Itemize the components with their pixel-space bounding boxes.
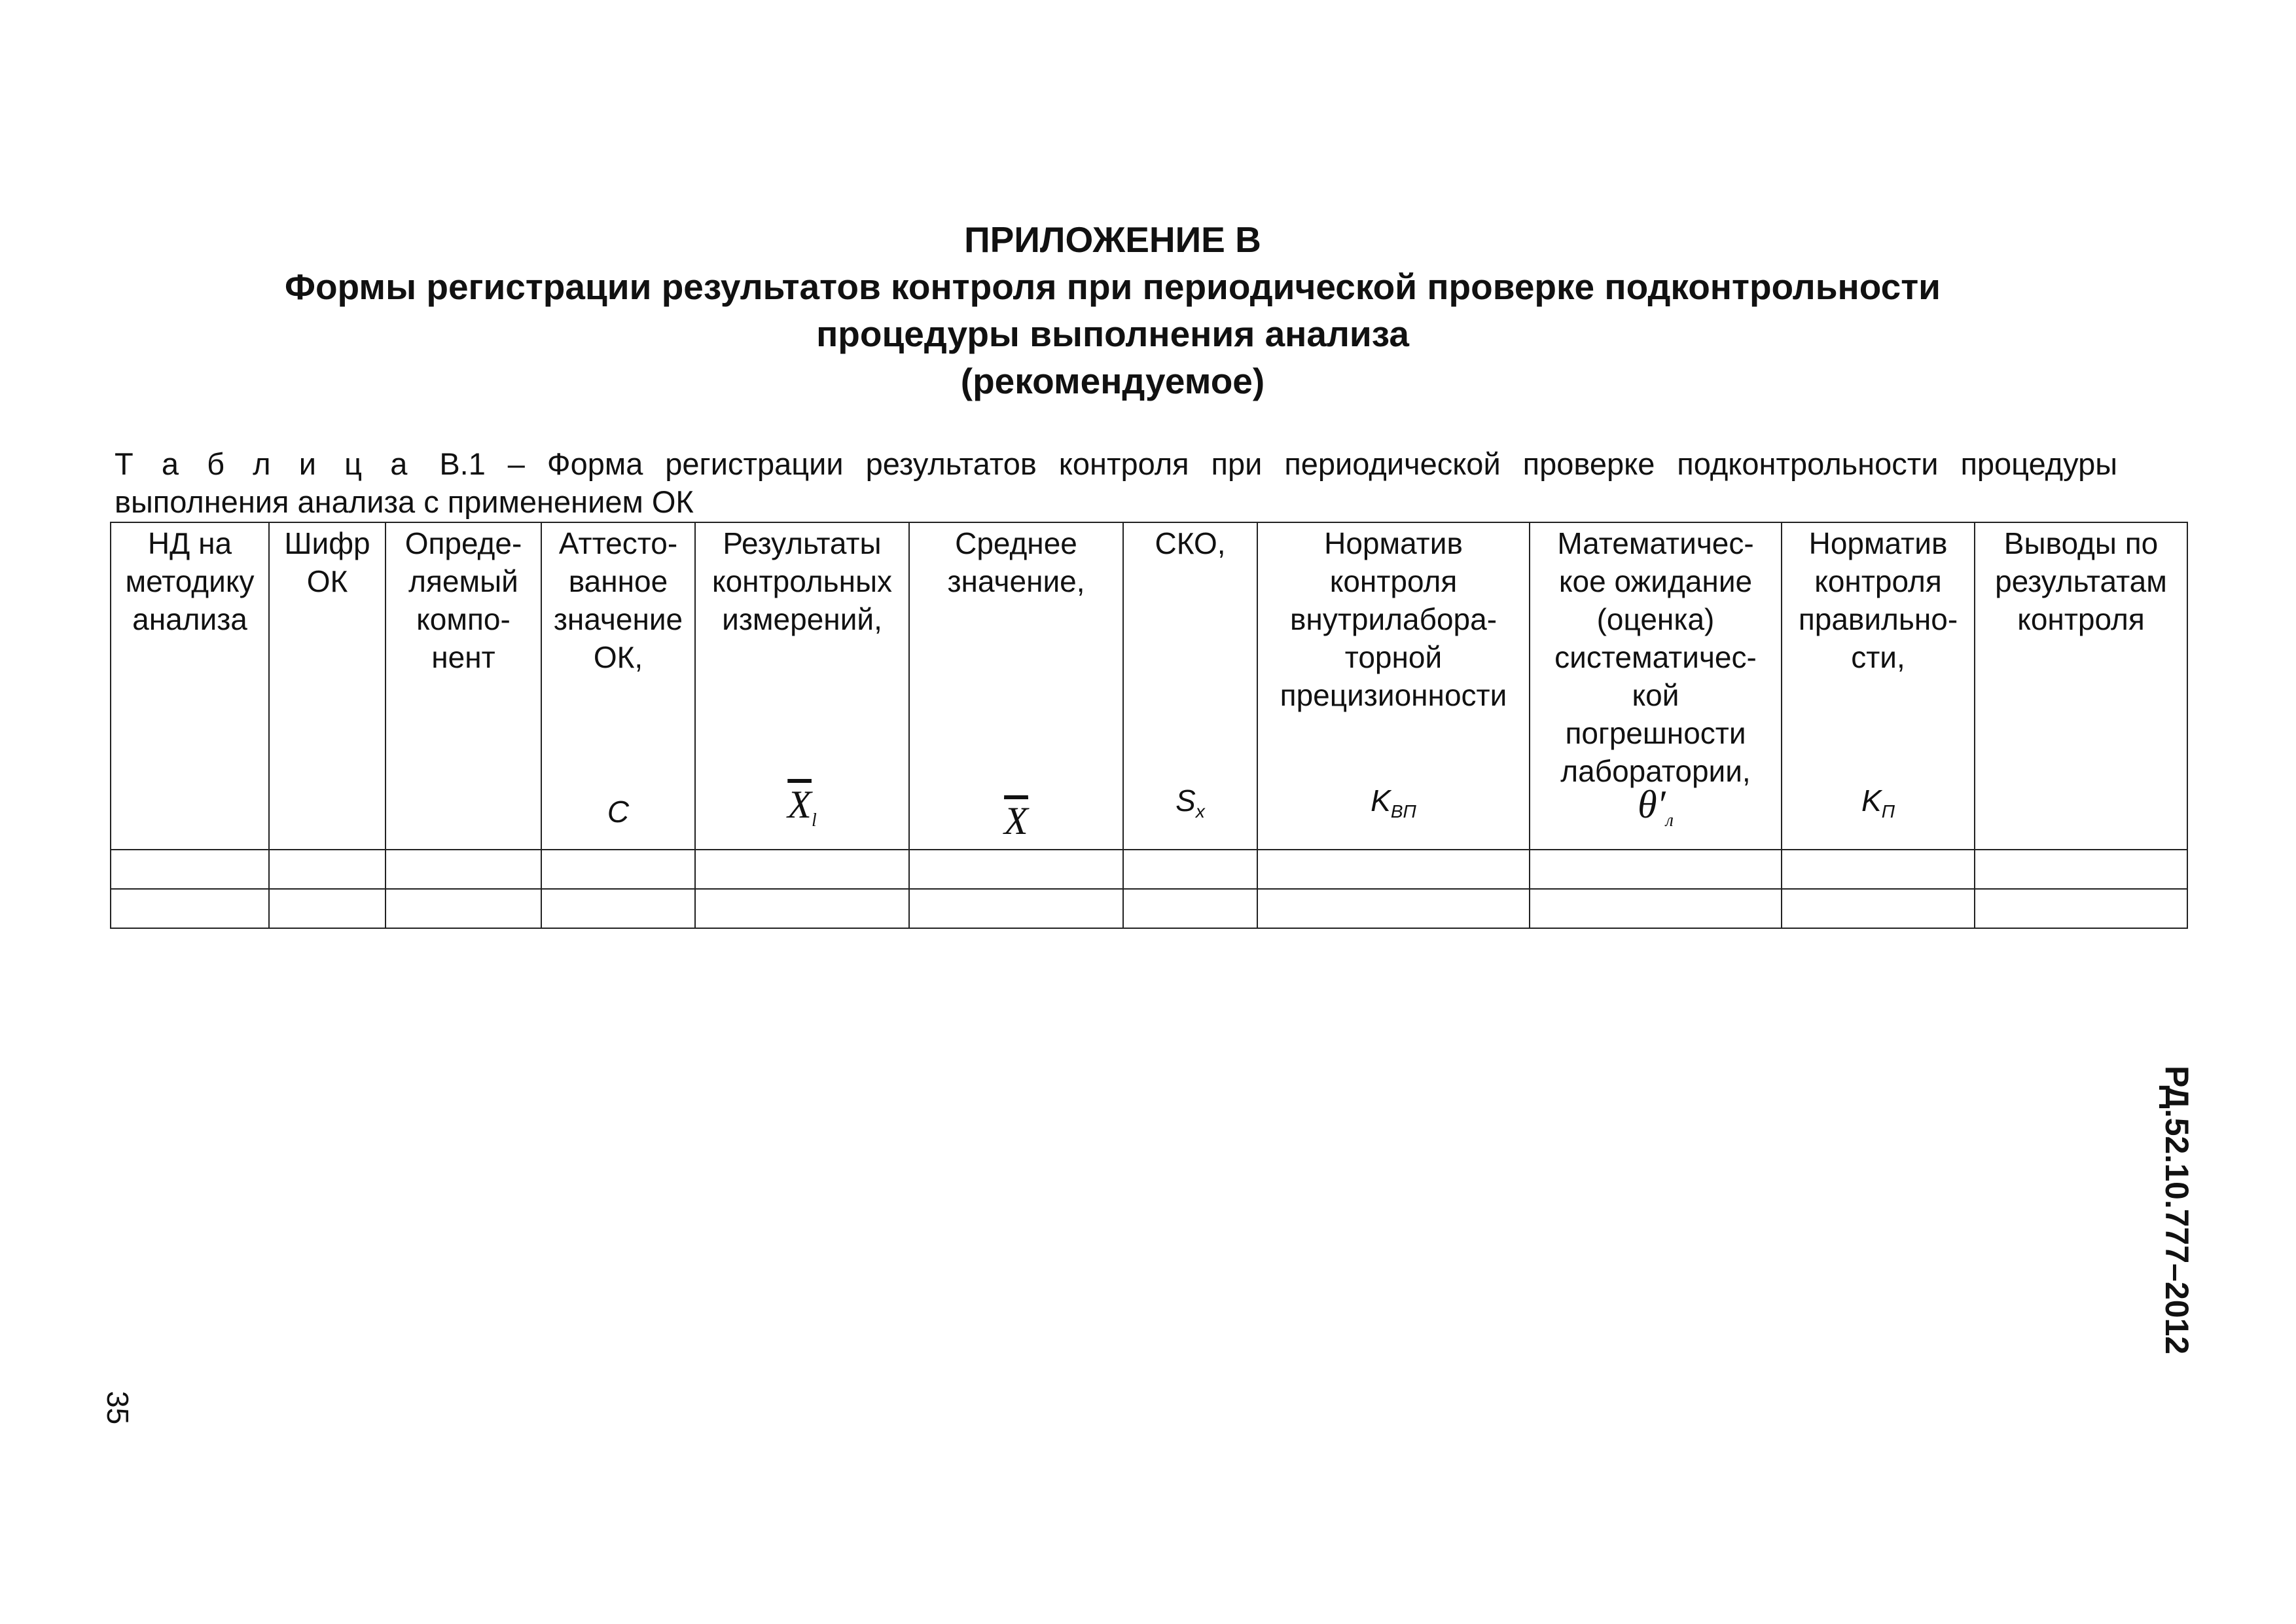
column-header xyxy=(695,522,909,850)
column-header-text: НД на методику анализа xyxy=(125,526,255,636)
table-header-row xyxy=(111,522,2187,850)
table-cell[interactable] xyxy=(269,889,386,928)
appendix-subtitle-line1: Формы регистрации результатов контроля при периодической проверке подконтрольности xyxy=(285,266,1941,307)
table-cell[interactable] xyxy=(909,850,1123,889)
column-symbol xyxy=(696,785,908,840)
column-header xyxy=(1975,522,2187,850)
appendix-subtitle-line2: процедуры выполнения анализа xyxy=(816,314,1409,354)
column-header-text: Математичес- кое ожидание (оценка) систематичес- кой погрешности лаборатории, xyxy=(1554,526,1757,788)
column-symbol-subscript: л xyxy=(1665,810,1674,831)
caption-word: Форма xyxy=(547,446,643,481)
table-cell[interactable] xyxy=(1123,850,1257,889)
column-symbol xyxy=(542,793,694,831)
column-symbol xyxy=(1782,782,1974,831)
table-cell[interactable] xyxy=(909,889,1123,928)
column-symbol-subscript: x xyxy=(1195,801,1205,821)
table-cell[interactable] xyxy=(269,850,386,889)
caption-word: результатов xyxy=(865,446,1037,481)
column-symbol-main: $\overline{X}$ xyxy=(787,783,812,826)
caption-word: контроля xyxy=(1058,446,1189,481)
table-cell[interactable] xyxy=(1530,889,1782,928)
table-row xyxy=(111,889,2187,928)
caption-word: при xyxy=(1211,446,1263,481)
caption-word: подконтрольности xyxy=(1677,446,1939,481)
table-caption-label: Т а б л и ц а xyxy=(115,446,418,481)
appendix-heading xyxy=(0,216,2225,405)
table-caption xyxy=(115,445,2117,521)
column-header xyxy=(1123,522,1257,850)
registration-form-table xyxy=(110,522,2188,929)
table-cell[interactable] xyxy=(386,889,541,928)
column-header xyxy=(541,522,695,850)
table-cell[interactable] xyxy=(541,850,695,889)
column-symbol xyxy=(1124,782,1257,831)
table-cell[interactable] xyxy=(111,850,269,889)
column-header-text: Опреде- ляемый компо- нент xyxy=(404,526,522,674)
table-cell[interactable] xyxy=(1257,889,1530,928)
caption-word: В.1 xyxy=(439,446,486,481)
table-cell[interactable] xyxy=(111,889,269,928)
caption-word: – xyxy=(507,446,525,481)
caption-word: проверке xyxy=(1522,446,1655,481)
column-symbol-main: K xyxy=(1861,783,1882,818)
column-header xyxy=(269,522,386,850)
column-header-text: Результаты контрольных измерений, xyxy=(711,526,893,636)
column-header xyxy=(1782,522,1975,850)
column-header xyxy=(1257,522,1530,850)
table-cell[interactable] xyxy=(1257,850,1530,889)
appendix-title: ПРИЛОЖЕНИЕ В xyxy=(964,219,1261,260)
column-symbol-main: S xyxy=(1175,783,1196,818)
column-header xyxy=(386,522,541,850)
column-symbol-subscript: ВП xyxy=(1390,801,1416,821)
table-cell[interactable] xyxy=(1975,850,2187,889)
table-row xyxy=(111,850,2187,889)
column-symbol-subscript: l xyxy=(811,810,817,831)
table-cell[interactable] xyxy=(1975,889,2187,928)
column-header-text: Выводы по результатам контроля xyxy=(1995,526,2167,636)
column-symbol xyxy=(910,797,1122,840)
column-symbol-main: C xyxy=(607,795,630,829)
column-header-text: СКО, xyxy=(1155,526,1226,560)
column-header xyxy=(1530,522,1782,850)
table-cell[interactable] xyxy=(695,850,909,889)
table-cell[interactable] xyxy=(1782,889,1975,928)
column-symbol xyxy=(1530,785,1781,840)
column-symbol-main: θ′ xyxy=(1638,783,1666,826)
caption-word: регистрации xyxy=(665,446,844,481)
table-caption-line1 xyxy=(115,445,2117,483)
document-code: РД.52.10.777–2012 xyxy=(2159,1066,2195,1355)
table-cell[interactable] xyxy=(386,850,541,889)
column-header-text: Аттесто- ванное значение ОК, xyxy=(553,526,683,674)
table-caption-line2: выполнения анализа с применением ОК xyxy=(115,484,694,519)
column-header xyxy=(111,522,269,850)
column-header-text: Норматив контроля внутрилабора- торной прецизионности xyxy=(1280,526,1507,712)
table-cell[interactable] xyxy=(1782,850,1975,889)
table-cell[interactable] xyxy=(1530,850,1782,889)
table-cell[interactable] xyxy=(695,889,909,928)
column-header xyxy=(909,522,1123,850)
page-number: 35 xyxy=(101,1391,135,1425)
caption-word: периодической xyxy=(1284,446,1501,481)
table-cell[interactable] xyxy=(1123,889,1257,928)
caption-word: процедуры xyxy=(1960,446,2117,481)
appendix-note: (рекомендуемое) xyxy=(960,361,1265,401)
column-symbol xyxy=(1258,782,1529,831)
column-header-text: Норматив контроля правильно- сти, xyxy=(1798,526,1958,674)
column-symbol-subscript: П xyxy=(1881,801,1895,821)
column-symbol-main: $\overline{X}$ xyxy=(1004,797,1028,840)
column-header-text: Шифр ОК xyxy=(284,526,370,598)
table-cell[interactable] xyxy=(541,889,695,928)
column-symbol-main: K xyxy=(1371,783,1391,818)
column-header-text: Среднее значение, xyxy=(947,526,1085,598)
